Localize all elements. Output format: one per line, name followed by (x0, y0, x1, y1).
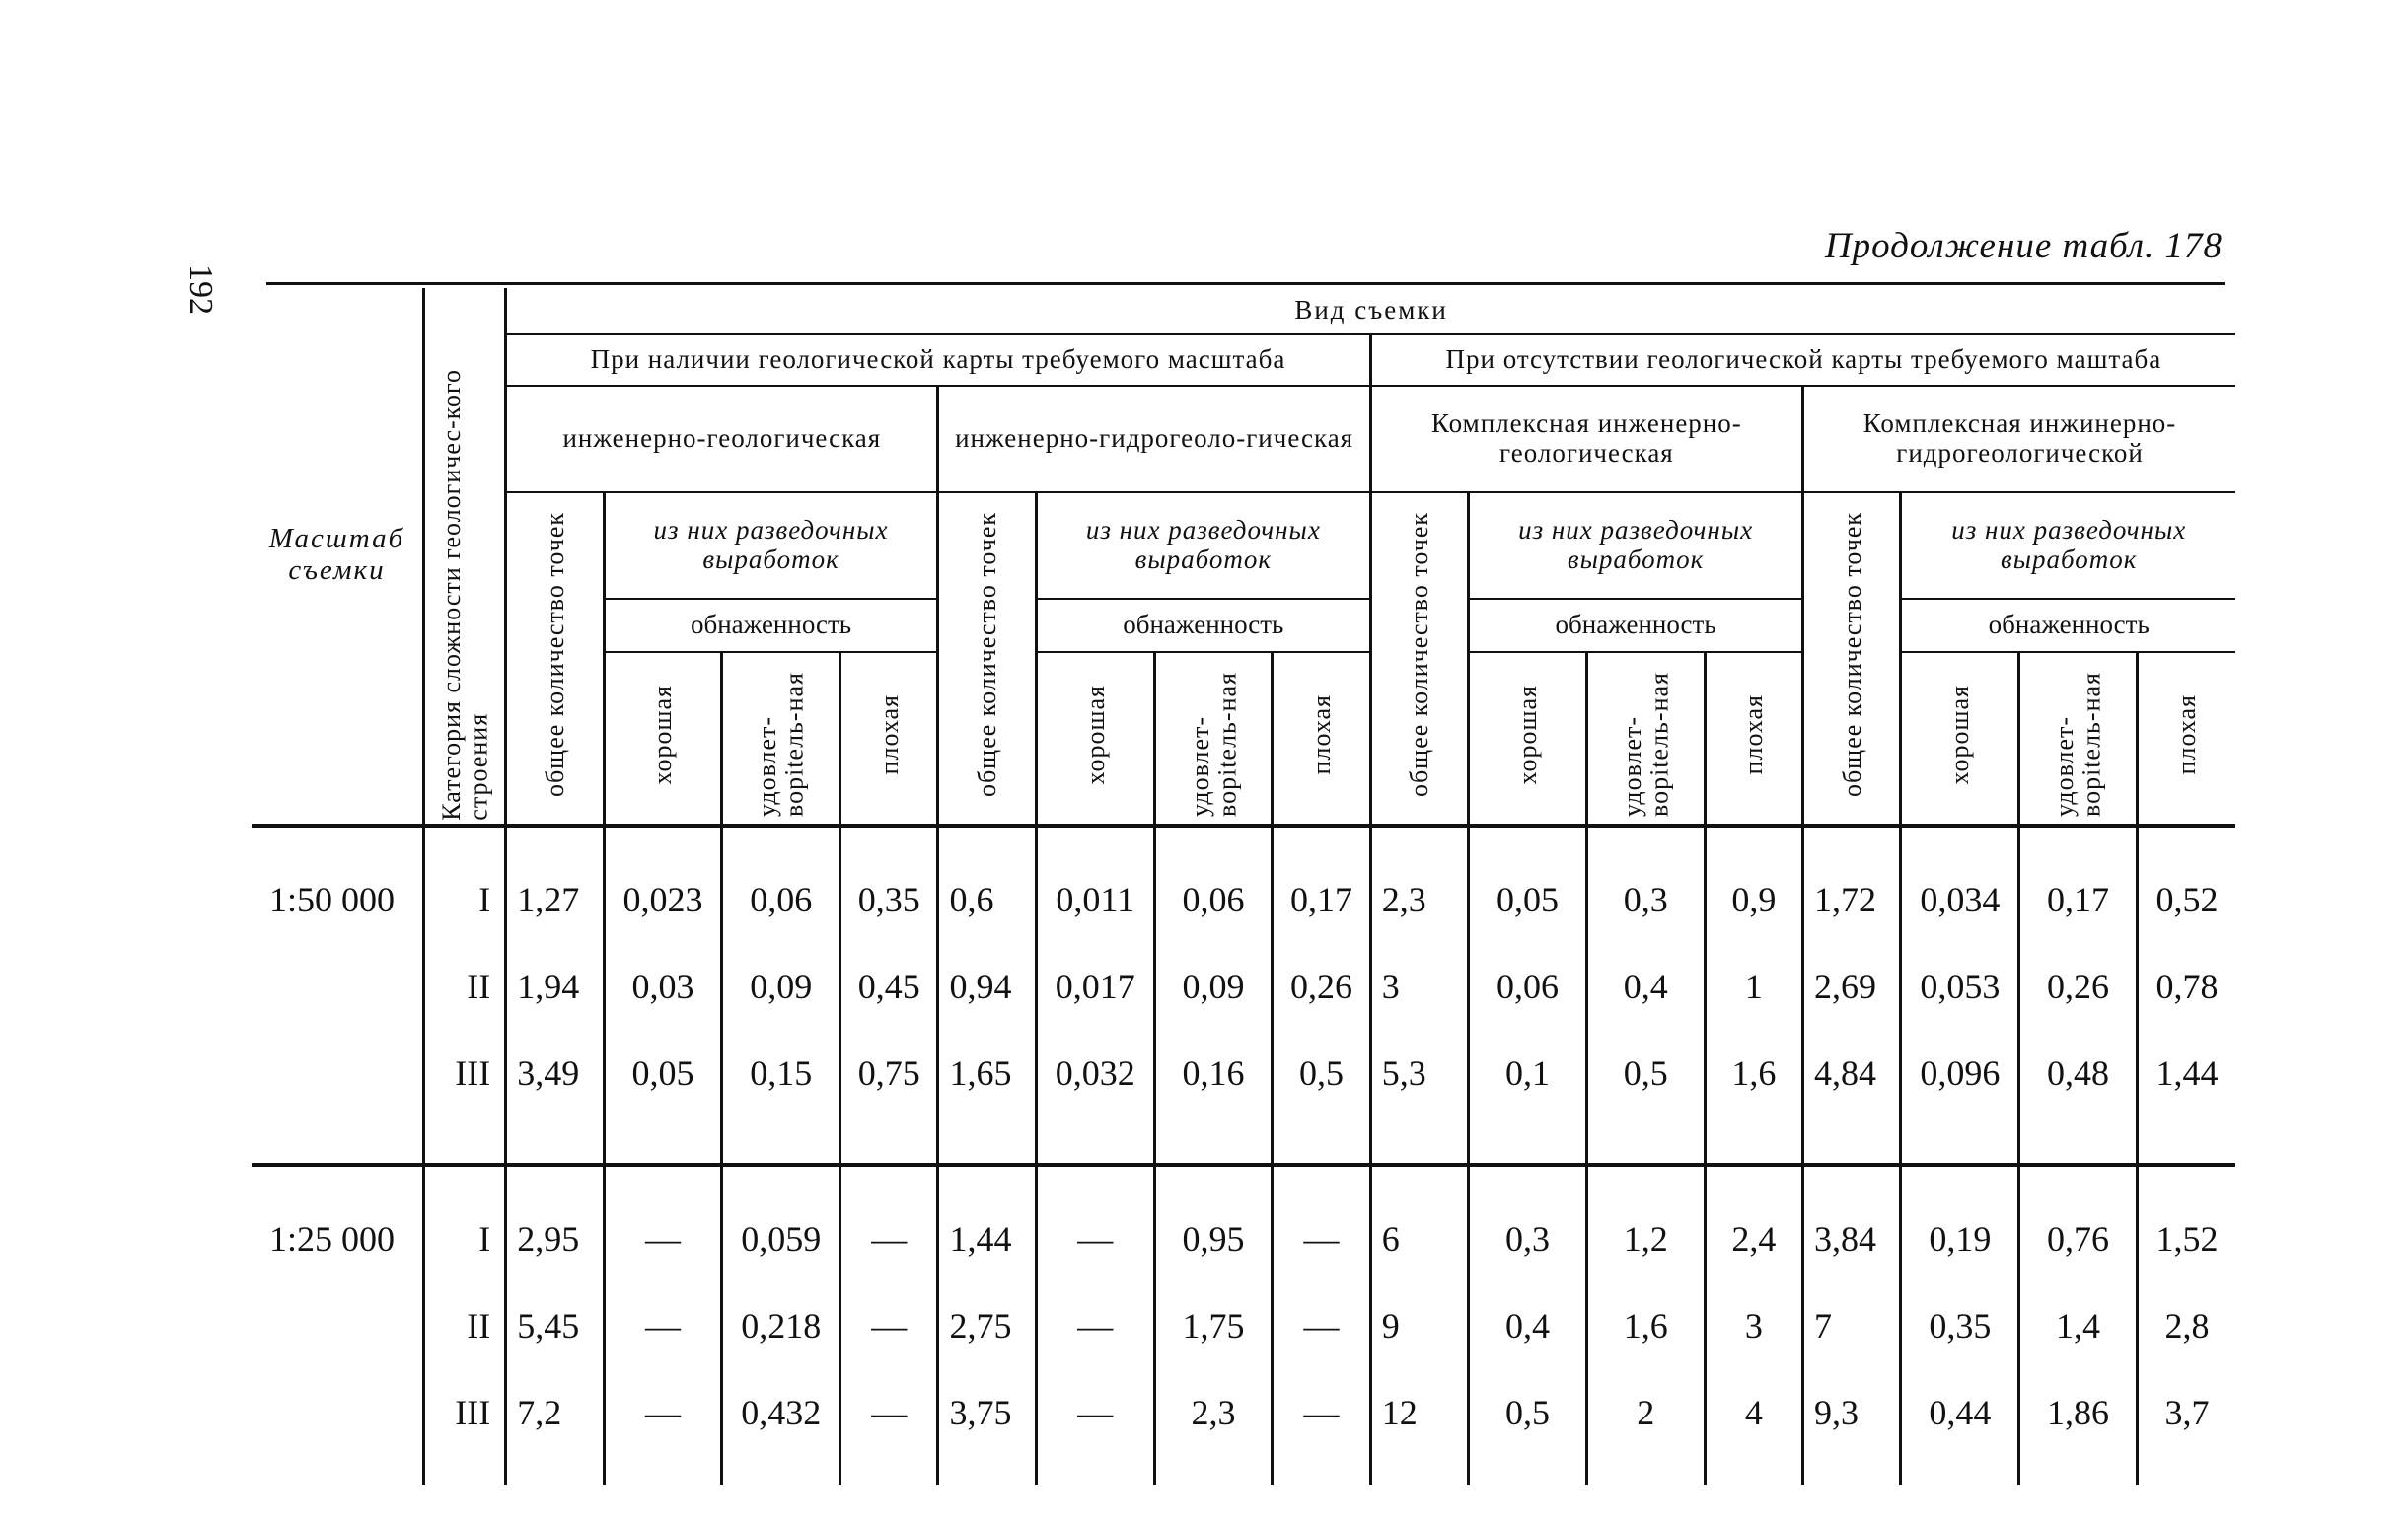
total-points-label: общее количество точек (1837, 512, 1866, 798)
table-row (252, 1031, 2235, 1118)
value-cell: 0,3 (1469, 1197, 1587, 1283)
value-cell: 7,2 (506, 1370, 604, 1457)
spacer-cell (1586, 1118, 1705, 1165)
value-cell: 3,7 (2137, 1370, 2235, 1457)
value-cell: 1,6 (1586, 1283, 1705, 1370)
of-them-header: из них разведочных выработок (1901, 492, 2235, 599)
spacer-cell (2137, 826, 2235, 857)
value-cell: 0,9 (1705, 857, 1802, 944)
total-points-header (938, 492, 1036, 826)
value-cell: 0,76 (2019, 1197, 2138, 1283)
poor-header (2137, 652, 2235, 826)
spacer-cell (840, 1165, 938, 1197)
value-cell: 1,75 (1154, 1283, 1273, 1370)
good-header (1036, 652, 1154, 826)
spacer-cell (424, 1457, 506, 1485)
value-cell: 0,52 (2137, 857, 2235, 944)
top-rule (266, 282, 2225, 285)
value-cell: — (1036, 1283, 1154, 1370)
value-cell: 0,26 (1273, 944, 1370, 1031)
satisfactory-header (2019, 652, 2138, 826)
spacer-cell (506, 1165, 604, 1197)
value-cell: 1,6 (1705, 1031, 1802, 1118)
good-header (604, 652, 722, 826)
total-points-header (506, 492, 604, 826)
value-cell: 3,75 (938, 1370, 1036, 1457)
survey-type-header: Вид съемки (506, 288, 2235, 334)
value-cell: 1,44 (938, 1197, 1036, 1283)
value-cell: 0,5 (1586, 1031, 1705, 1118)
spacer-cell (1803, 1165, 1901, 1197)
spacer-cell (2019, 1118, 2138, 1165)
value-cell: 2,8 (2137, 1283, 2235, 1370)
spacer-cell (938, 1118, 1036, 1165)
spacer-cell (1154, 1457, 1273, 1485)
spacer-cell (1036, 1118, 1154, 1165)
spacer-cell (506, 1118, 604, 1165)
spacer-cell (1803, 826, 1901, 857)
table-row (252, 1283, 2235, 1370)
spacer-cell (1036, 826, 1154, 857)
spacer-cell (1036, 1165, 1154, 1197)
value-cell: 0,09 (722, 944, 840, 1031)
spacer-cell (1705, 1457, 1802, 1485)
spacer-cell (2137, 1457, 2235, 1485)
value-cell: 0,034 (1901, 857, 2019, 944)
exposure-header: обнаженность (1469, 599, 1803, 652)
spacer-cell (722, 826, 840, 857)
value-cell: 3 (1705, 1283, 1802, 1370)
category-cell: I (424, 857, 506, 944)
spacer-cell (1469, 1118, 1587, 1165)
spacer-cell (604, 1165, 722, 1197)
good-label: хорошая (1945, 685, 1975, 785)
poor-header (1705, 652, 1802, 826)
table-row (252, 857, 2235, 944)
spacer-cell (604, 1118, 722, 1165)
spacer-cell (1586, 1165, 1705, 1197)
spacer-cell (252, 1165, 424, 1197)
spacer-cell (424, 1118, 506, 1165)
value-cell: 0,44 (1901, 1370, 2019, 1457)
section-gap (252, 826, 2235, 857)
value-cell: — (604, 1197, 722, 1283)
value-cell: 0,35 (1901, 1283, 2019, 1370)
value-cell: 0,6 (938, 857, 1036, 944)
value-cell: — (840, 1283, 938, 1370)
spacer-cell (1469, 826, 1587, 857)
spacer-cell (938, 1457, 1036, 1485)
value-cell: 3,49 (506, 1031, 604, 1118)
value-cell: 2,3 (1370, 857, 1468, 944)
value-cell: 0,95 (1154, 1197, 1273, 1283)
table-header (252, 288, 2235, 826)
value-cell: 2,69 (1803, 944, 1901, 1031)
value-cell: 0,5 (1469, 1370, 1587, 1457)
value-cell: 0,06 (1469, 944, 1587, 1031)
spacer-cell (1370, 1165, 1468, 1197)
spacer-cell (1036, 1457, 1154, 1485)
scale-cell (252, 1283, 424, 1370)
spacer-cell (1370, 1457, 1468, 1485)
good-label: хорошая (1512, 685, 1542, 785)
spacer-cell (2137, 1118, 2235, 1165)
spacer-cell (1586, 826, 1705, 857)
scale-cell (252, 1370, 424, 1457)
exposure-header: обнаженность (1901, 599, 2235, 652)
value-cell: 0,45 (840, 944, 938, 1031)
scale-cell: 1:25 000 (268, 1218, 395, 1259)
with-map-header: При наличии геологической карты требуемого масштаба (506, 334, 1371, 386)
of-them-header: из них разведочных выработок (604, 492, 938, 599)
spacer-cell (252, 1457, 424, 1485)
spacer-cell (1273, 1118, 1370, 1165)
poor-label: плохая (1739, 694, 1769, 775)
category-cell: III (424, 1031, 506, 1118)
spacer-cell (2019, 1165, 2138, 1197)
value-cell: 6 (1370, 1197, 1468, 1283)
poor-header (840, 652, 938, 826)
category-header-cell (424, 288, 506, 826)
total-points-label: общее количество точек (1405, 512, 1434, 798)
value-cell: 1,65 (938, 1031, 1036, 1118)
category-cell: II (424, 1283, 506, 1370)
total-points-label: общее количество точек (540, 512, 569, 798)
table-row (252, 1370, 2235, 1457)
spacer-cell (1803, 1118, 1901, 1165)
value-cell: 1,4 (2019, 1283, 2138, 1370)
value-cell: 0,053 (1901, 944, 2019, 1031)
table-caption: Продолжение табл. 178 (1824, 226, 2223, 266)
spacer-cell (1469, 1165, 1587, 1197)
spacer-cell (424, 826, 506, 857)
spacer-cell (1901, 1457, 2019, 1485)
value-cell: 2,75 (938, 1283, 1036, 1370)
spacer-cell (506, 1457, 604, 1485)
spacer-cell (1901, 1118, 2019, 1165)
value-cell: — (1036, 1370, 1154, 1457)
value-cell: 5,45 (506, 1283, 604, 1370)
page-number: 192 (182, 264, 219, 315)
spacer-cell (424, 1165, 506, 1197)
spacer-cell (1370, 826, 1468, 857)
spacer-cell (1154, 1118, 1273, 1165)
good-label: хорошая (648, 685, 678, 785)
total-points-header (1803, 492, 1901, 826)
section-separator (252, 1118, 2235, 1165)
table-row (252, 944, 2235, 1031)
value-cell: 1,94 (506, 944, 604, 1031)
exposure-header: обнаженность (1036, 599, 1370, 652)
spacer-cell (2019, 826, 2138, 857)
scale-header: Масштаб съемки (268, 523, 405, 587)
poor-header (1273, 652, 1370, 826)
spacer-cell (1705, 826, 1802, 857)
value-cell: — (604, 1370, 722, 1457)
satisfactory-header (1154, 652, 1273, 826)
value-cell: 1,2 (1586, 1197, 1705, 1283)
value-cell: 0,19 (1901, 1197, 2019, 1283)
value-cell: 4 (1705, 1370, 1802, 1457)
value-cell: 0,017 (1036, 944, 1154, 1031)
group-header-eng-hydro: инженерно-гидрогеоло-гическая (938, 386, 1370, 492)
spacer-cell (1154, 826, 1273, 857)
value-cell: 0,218 (722, 1283, 840, 1370)
group-header-complex-hydro: Комплексная инжинерно-гидрогеологической (1803, 386, 2235, 492)
value-cell: — (1036, 1197, 1154, 1283)
value-cell: 2,3 (1154, 1370, 1273, 1457)
spacer-cell (1469, 1457, 1587, 1485)
spacer-cell (1370, 1118, 1468, 1165)
category-cell: II (424, 944, 506, 1031)
good-header (1901, 652, 2019, 826)
value-cell: 0,35 (840, 857, 938, 944)
value-cell: 0,03 (604, 944, 722, 1031)
value-cell: 0,78 (2137, 944, 2235, 1031)
value-cell: 9 (1370, 1283, 1468, 1370)
table-body (252, 826, 2235, 1485)
spacer-cell (1154, 1165, 1273, 1197)
spacer-cell (722, 1165, 840, 1197)
good-label: хорошая (1080, 685, 1110, 785)
value-cell: — (604, 1283, 722, 1370)
poor-label: плохая (1306, 694, 1336, 775)
value-cell: — (840, 1197, 938, 1283)
value-cell: 0,75 (840, 1031, 938, 1118)
category-cell: III (424, 1370, 506, 1457)
value-cell: 1 (1705, 944, 1802, 1031)
value-cell: 0,4 (1469, 1283, 1587, 1370)
spacer-cell (840, 826, 938, 857)
value-cell: 0,06 (1154, 857, 1273, 944)
value-cell: 0,1 (1469, 1031, 1587, 1118)
spacer-cell (1705, 1118, 1802, 1165)
spacer-cell (252, 1118, 424, 1165)
scale-header-cell (252, 288, 424, 826)
data-table (252, 288, 2235, 1485)
group-header-eng-geo: инженерно-геологическая (506, 386, 938, 492)
exposure-header: обнаженность (604, 599, 938, 652)
value-cell: 2,4 (1705, 1197, 1802, 1283)
category-header: Категория сложности геологичес-кого строения (436, 368, 493, 821)
scale-cell (252, 1031, 424, 1118)
satisfactory-label: удовлет-ворitель-ная (753, 672, 809, 817)
value-cell: 0,023 (604, 857, 722, 944)
value-cell: 0,4 (1586, 944, 1705, 1031)
value-cell: 0,059 (722, 1197, 840, 1283)
value-cell: — (840, 1370, 938, 1457)
value-cell: 1,86 (2019, 1370, 2138, 1457)
spacer-cell (604, 1457, 722, 1485)
value-cell: 0,09 (1154, 944, 1273, 1031)
section-gap (252, 1165, 2235, 1197)
spacer-cell (2137, 1165, 2235, 1197)
value-cell: 3,84 (1803, 1197, 1901, 1283)
spacer-cell (938, 1165, 1036, 1197)
value-cell: 0,17 (2019, 857, 2138, 944)
value-cell: 0,94 (938, 944, 1036, 1031)
spacer-cell (1586, 1457, 1705, 1485)
category-cell: I (424, 1197, 506, 1283)
value-cell: 0,16 (1154, 1031, 1273, 1118)
spacer-cell (1803, 1457, 1901, 1485)
value-cell: 3 (1370, 944, 1468, 1031)
value-cell: 1,44 (2137, 1031, 2235, 1118)
total-points-label: общее количество точек (973, 512, 1002, 798)
spacer-cell (1273, 1457, 1370, 1485)
value-cell: — (1273, 1283, 1370, 1370)
value-cell: 0,011 (1036, 857, 1154, 944)
spacer-cell (506, 826, 604, 857)
value-cell: — (1273, 1370, 1370, 1457)
without-map-header: При отсутствии геологической карты требуемого маштаба (1370, 334, 2235, 386)
value-cell: — (1273, 1197, 1370, 1283)
spacer-cell (840, 1457, 938, 1485)
value-cell: 12 (1370, 1370, 1468, 1457)
value-cell: 5,3 (1370, 1031, 1468, 1118)
value-cell: 0,05 (604, 1031, 722, 1118)
spacer-cell (604, 826, 722, 857)
value-cell: 0,48 (2019, 1031, 2138, 1118)
value-cell: 0,5 (1273, 1031, 1370, 1118)
spacer-cell (722, 1457, 840, 1485)
value-cell: 0,05 (1469, 857, 1587, 944)
value-cell: 4,84 (1803, 1031, 1901, 1118)
group-header-complex-geo: Комплексная инженерно-геологическая (1370, 386, 1802, 492)
satisfactory-label: удовлет-ворitель-ная (1617, 672, 1674, 817)
spacer-cell (722, 1118, 840, 1165)
scale-cell (252, 944, 424, 1031)
satisfactory-label: удовлет-ворitель-ная (1185, 672, 1241, 817)
of-them-header: из них разведочных выработок (1036, 492, 1370, 599)
value-cell: 0,096 (1901, 1031, 2019, 1118)
value-cell: 0,15 (722, 1031, 840, 1118)
value-cell: 2,95 (506, 1197, 604, 1283)
value-cell: 0,3 (1586, 857, 1705, 944)
poor-label: плохая (874, 694, 904, 775)
total-points-header (1370, 492, 1468, 826)
value-cell: 0,06 (722, 857, 840, 944)
value-cell: 0,032 (1036, 1031, 1154, 1118)
value-cell: 7 (1803, 1283, 1901, 1370)
value-cell: 1,72 (1803, 857, 1901, 944)
spacer-cell (1901, 1165, 2019, 1197)
section-end (252, 1457, 2235, 1485)
value-cell: 0,432 (722, 1370, 840, 1457)
satisfactory-label: удовлет-ворitель-ная (2050, 672, 2106, 817)
spacer-cell (938, 826, 1036, 857)
satisfactory-header (1586, 652, 1705, 826)
spacer-cell (840, 1118, 938, 1165)
spacer-cell (1705, 1165, 1802, 1197)
scale-cell: 1:50 000 (268, 879, 395, 919)
good-header (1469, 652, 1587, 826)
value-cell: 0,26 (2019, 944, 2138, 1031)
spacer-cell (1273, 826, 1370, 857)
of-them-header: из них разведочных выработок (1469, 492, 1803, 599)
spacer-cell (1273, 1165, 1370, 1197)
value-cell: 2 (1586, 1370, 1705, 1457)
value-cell: 1,52 (2137, 1197, 2235, 1283)
value-cell: 1,27 (506, 857, 604, 944)
spacer-cell (1901, 826, 2019, 857)
value-cell: 9,3 (1803, 1370, 1901, 1457)
spacer-cell (2019, 1457, 2138, 1485)
value-cell: 0,17 (1273, 857, 1370, 944)
poor-label: плохая (2172, 694, 2202, 775)
table-row (252, 1197, 2235, 1283)
spacer-cell (252, 826, 424, 857)
satisfactory-header (722, 652, 840, 826)
